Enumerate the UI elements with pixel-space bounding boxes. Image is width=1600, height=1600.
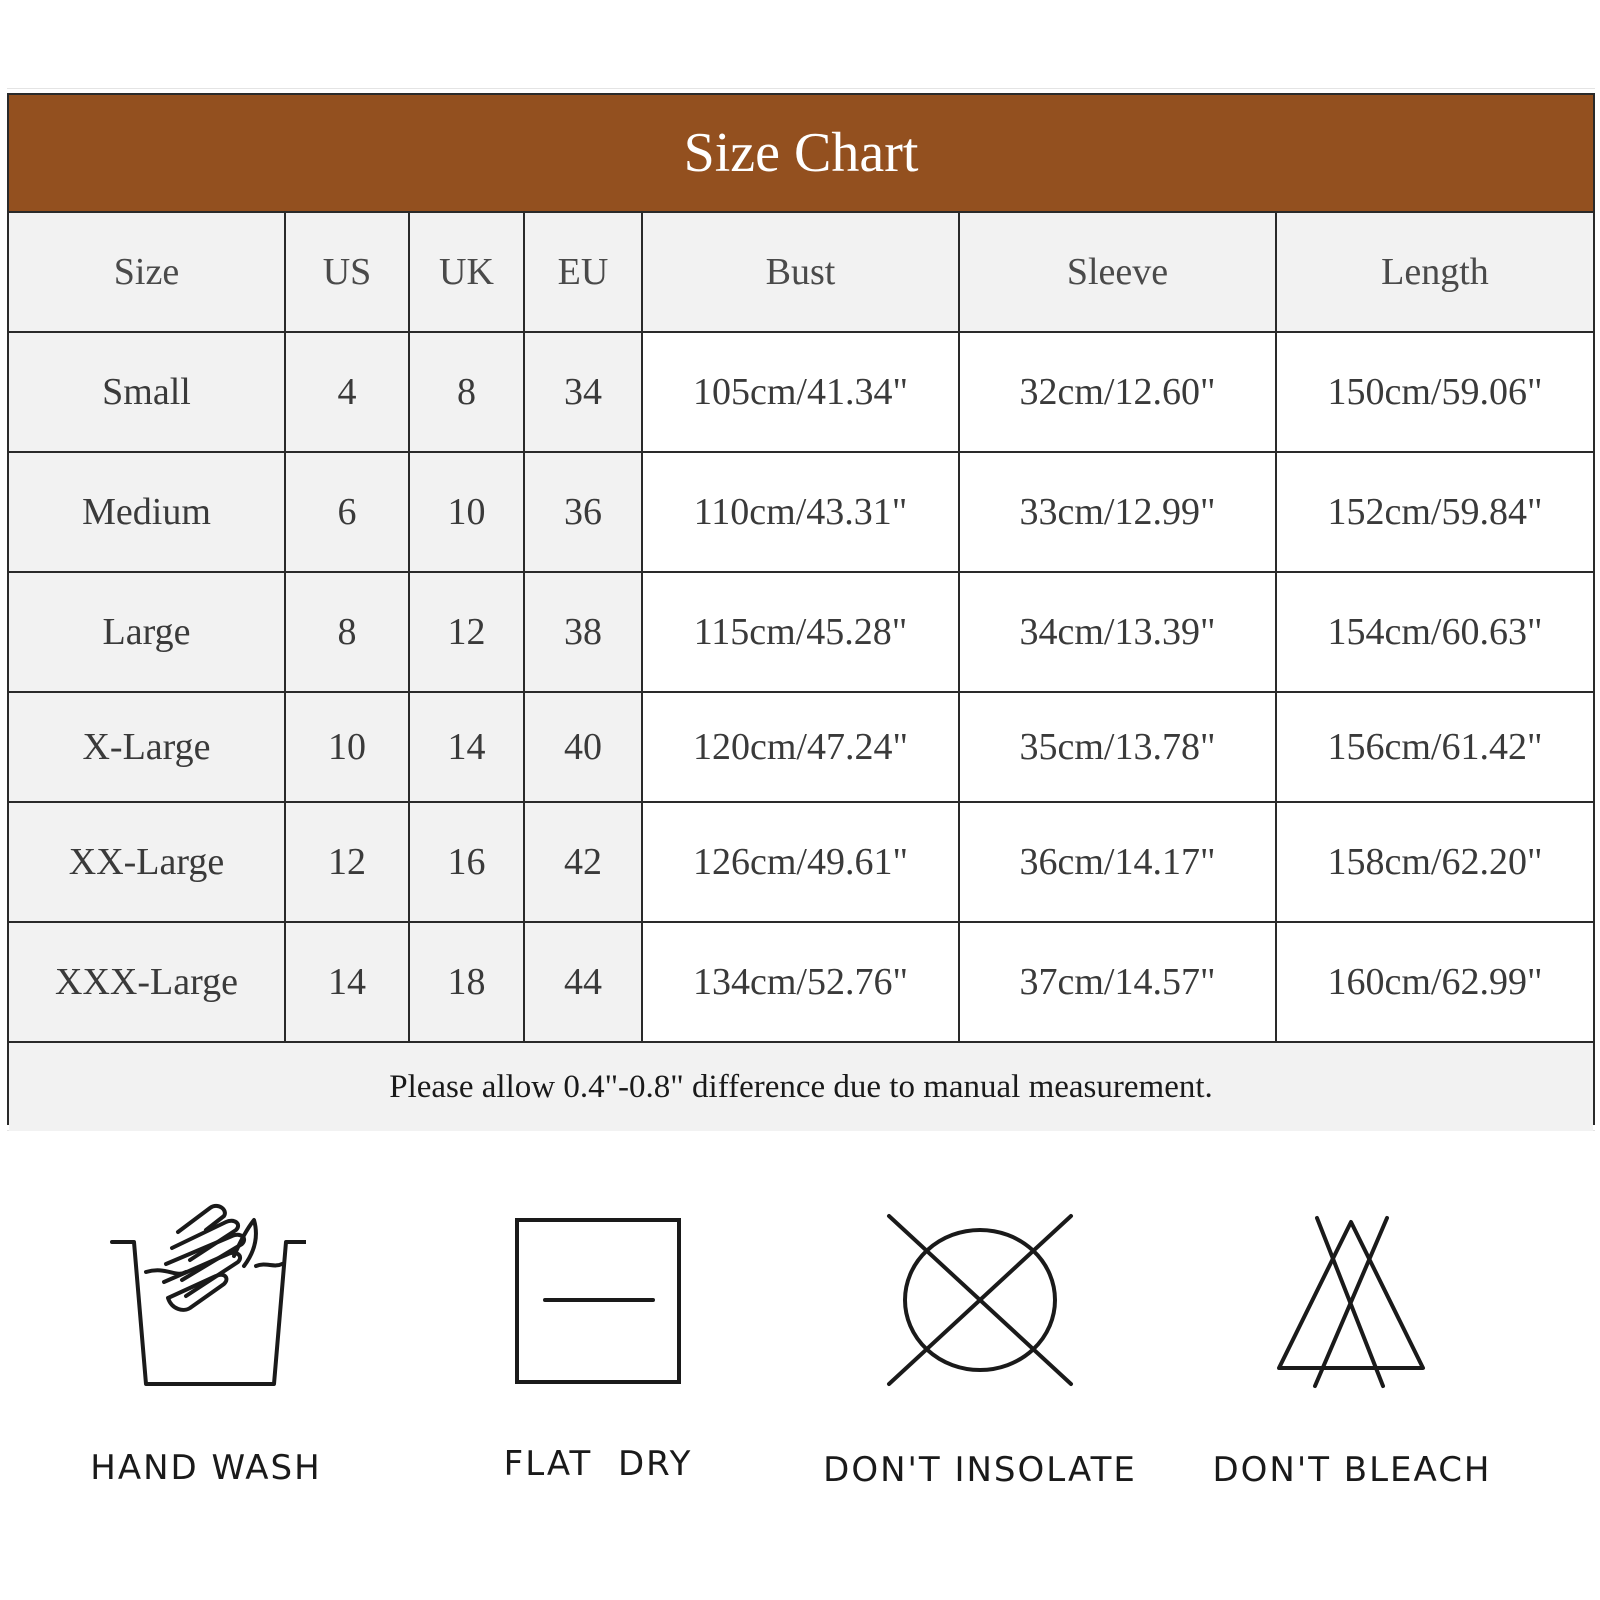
us-cell: 12	[285, 802, 409, 922]
bust-cell: 134cm/52.76"	[642, 922, 959, 1042]
us-cell: 10	[285, 692, 409, 802]
table-row	[9, 332, 1593, 452]
size-cell: Small	[9, 332, 285, 452]
bust-cell: 105cm/41.34"	[642, 332, 959, 452]
column-header-length: Length	[1276, 213, 1593, 332]
length-cell: 158cm/62.20"	[1276, 802, 1593, 922]
table-row	[9, 572, 1593, 692]
column-header-uk: UK	[409, 213, 524, 332]
sleeve-cell: 36cm/14.17"	[959, 802, 1276, 922]
bust-cell: 126cm/49.61"	[642, 802, 959, 922]
chart-title: Size Chart	[9, 95, 1593, 213]
care-dont-bleach	[1192, 1214, 1512, 1490]
guide-line	[7, 88, 1595, 89]
length-cell: 156cm/61.42"	[1276, 692, 1593, 802]
dont-bleach-icon	[1277, 1214, 1427, 1390]
table-row	[9, 452, 1593, 572]
length-cell: 150cm/59.06"	[1276, 332, 1593, 452]
size-cell: XXX-Large	[9, 922, 285, 1042]
bust-cell: 120cm/47.24"	[642, 692, 959, 802]
column-header-size: Size	[9, 213, 285, 332]
column-header-us: US	[285, 213, 409, 332]
sleeve-cell: 32cm/12.60"	[959, 332, 1276, 452]
uk-cell: 18	[409, 922, 524, 1042]
size-cell: Medium	[9, 452, 285, 572]
sleeve-cell: 34cm/13.39"	[959, 572, 1276, 692]
length-cell: 154cm/60.63"	[1276, 572, 1593, 692]
us-cell: 14	[285, 922, 409, 1042]
sleeve-cell: 37cm/14.57"	[959, 922, 1276, 1042]
bust-cell: 115cm/45.28"	[642, 572, 959, 692]
eu-cell: 40	[524, 692, 642, 802]
size-cell: XX-Large	[9, 802, 285, 922]
eu-cell: 36	[524, 452, 642, 572]
eu-cell: 42	[524, 802, 642, 922]
care-dont-insolate	[820, 1212, 1140, 1490]
care-label-dont-insolate: DON'T INSOLATE	[823, 1450, 1137, 1490]
table-row	[9, 922, 1593, 1042]
care-label-hand-wash: HAND WASH	[90, 1448, 322, 1488]
eu-cell: 38	[524, 572, 642, 692]
length-cell: 160cm/62.99"	[1276, 922, 1593, 1042]
bust-cell: 110cm/43.31"	[642, 452, 959, 572]
us-cell: 4	[285, 332, 409, 452]
column-header-sleeve: Sleeve	[959, 213, 1276, 332]
eu-cell: 44	[524, 922, 642, 1042]
size-cell: X-Large	[9, 692, 285, 802]
size-chart	[7, 93, 1595, 1125]
length-cell: 152cm/59.84"	[1276, 452, 1593, 572]
uk-cell: 14	[409, 692, 524, 802]
hand-wash-icon	[106, 1200, 306, 1390]
table-header-row	[9, 213, 1593, 332]
uk-cell: 12	[409, 572, 524, 692]
uk-cell: 10	[409, 452, 524, 572]
size-cell: Large	[9, 572, 285, 692]
column-header-bust: Bust	[642, 213, 959, 332]
uk-cell: 8	[409, 332, 524, 452]
table-row	[9, 692, 1593, 802]
us-cell: 6	[285, 452, 409, 572]
care-flat-dry	[438, 1216, 758, 1484]
sleeve-cell: 33cm/12.99"	[959, 452, 1276, 572]
care-hand-wash	[46, 1200, 366, 1488]
measurement-note: Please allow 0.4"-0.8" difference due to manual measurement.	[9, 1043, 1593, 1131]
table-row	[9, 802, 1593, 922]
us-cell: 8	[285, 572, 409, 692]
flat-dry-icon	[513, 1216, 683, 1386]
eu-cell: 34	[524, 332, 642, 452]
column-header-eu: EU	[524, 213, 642, 332]
size-table	[9, 213, 1593, 1043]
dont-insolate-icon	[885, 1212, 1075, 1388]
uk-cell: 16	[409, 802, 524, 922]
care-label-dont-bleach: DON'T BLEACH	[1212, 1450, 1492, 1490]
care-label-flat-dry: FLAT DRY	[503, 1444, 693, 1484]
sleeve-cell: 35cm/13.78"	[959, 692, 1276, 802]
